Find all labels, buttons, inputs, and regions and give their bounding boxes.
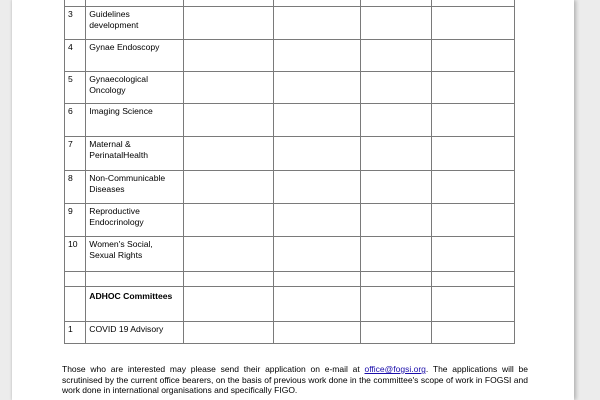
committee-name: Gynaecological Oncology — [86, 72, 184, 104]
committee-name: Gynae Endoscopy — [86, 40, 184, 72]
table-row — [65, 237, 515, 272]
row-number: 4 — [65, 40, 86, 72]
table-row — [65, 72, 515, 104]
table-row — [65, 272, 515, 287]
table-row — [65, 204, 515, 237]
row-number — [65, 272, 86, 287]
row-number: 5 — [65, 72, 86, 104]
table-row — [65, 322, 515, 344]
row-number: 6 — [65, 104, 86, 137]
committee-name: Imaging Science — [86, 104, 184, 137]
table-row — [65, 287, 515, 322]
row-number: 8 — [65, 171, 86, 204]
committee-name: Non-Communicable Diseases — [86, 171, 184, 204]
row-number: 7 — [65, 137, 86, 171]
table-row — [65, 137, 515, 171]
committee-name: Reproductive Endocrinology — [86, 204, 184, 237]
committee-name: Women's Social, Sexual Rights — [86, 237, 184, 272]
table-row — [65, 40, 515, 72]
table-row — [65, 171, 515, 204]
committee-name — [86, 272, 184, 287]
document-page — [12, 0, 574, 400]
table-row — [65, 104, 515, 137]
row-number: 10 — [65, 237, 86, 272]
row-number — [65, 287, 86, 322]
committee-name: Maternal & PerinatalHealth — [86, 137, 184, 171]
paragraph-text-end: . The applications will be scrutinised by the current office bearers, on the basis of previous work done in the committee's scope of work in FOGSI and work done in international organisations and specifically FIGO. — [62, 364, 528, 395]
instructions-paragraph — [62, 364, 528, 396]
email-link[interactable]: office@fogsi.org — [364, 364, 426, 374]
committee-name: COVID 19 Advisory — [86, 322, 184, 344]
table-row — [65, 7, 515, 40]
paragraph-text-start: Those who are interested may please send their application on e-mail at — [62, 364, 365, 374]
committee-name: Guidelines development — [86, 7, 184, 40]
row-number: 3 — [65, 7, 86, 40]
committee-table — [64, 0, 515, 344]
row-number: 1 — [65, 322, 86, 344]
section-heading: ADHOC Committees — [86, 287, 184, 322]
row-number: 9 — [65, 204, 86, 237]
